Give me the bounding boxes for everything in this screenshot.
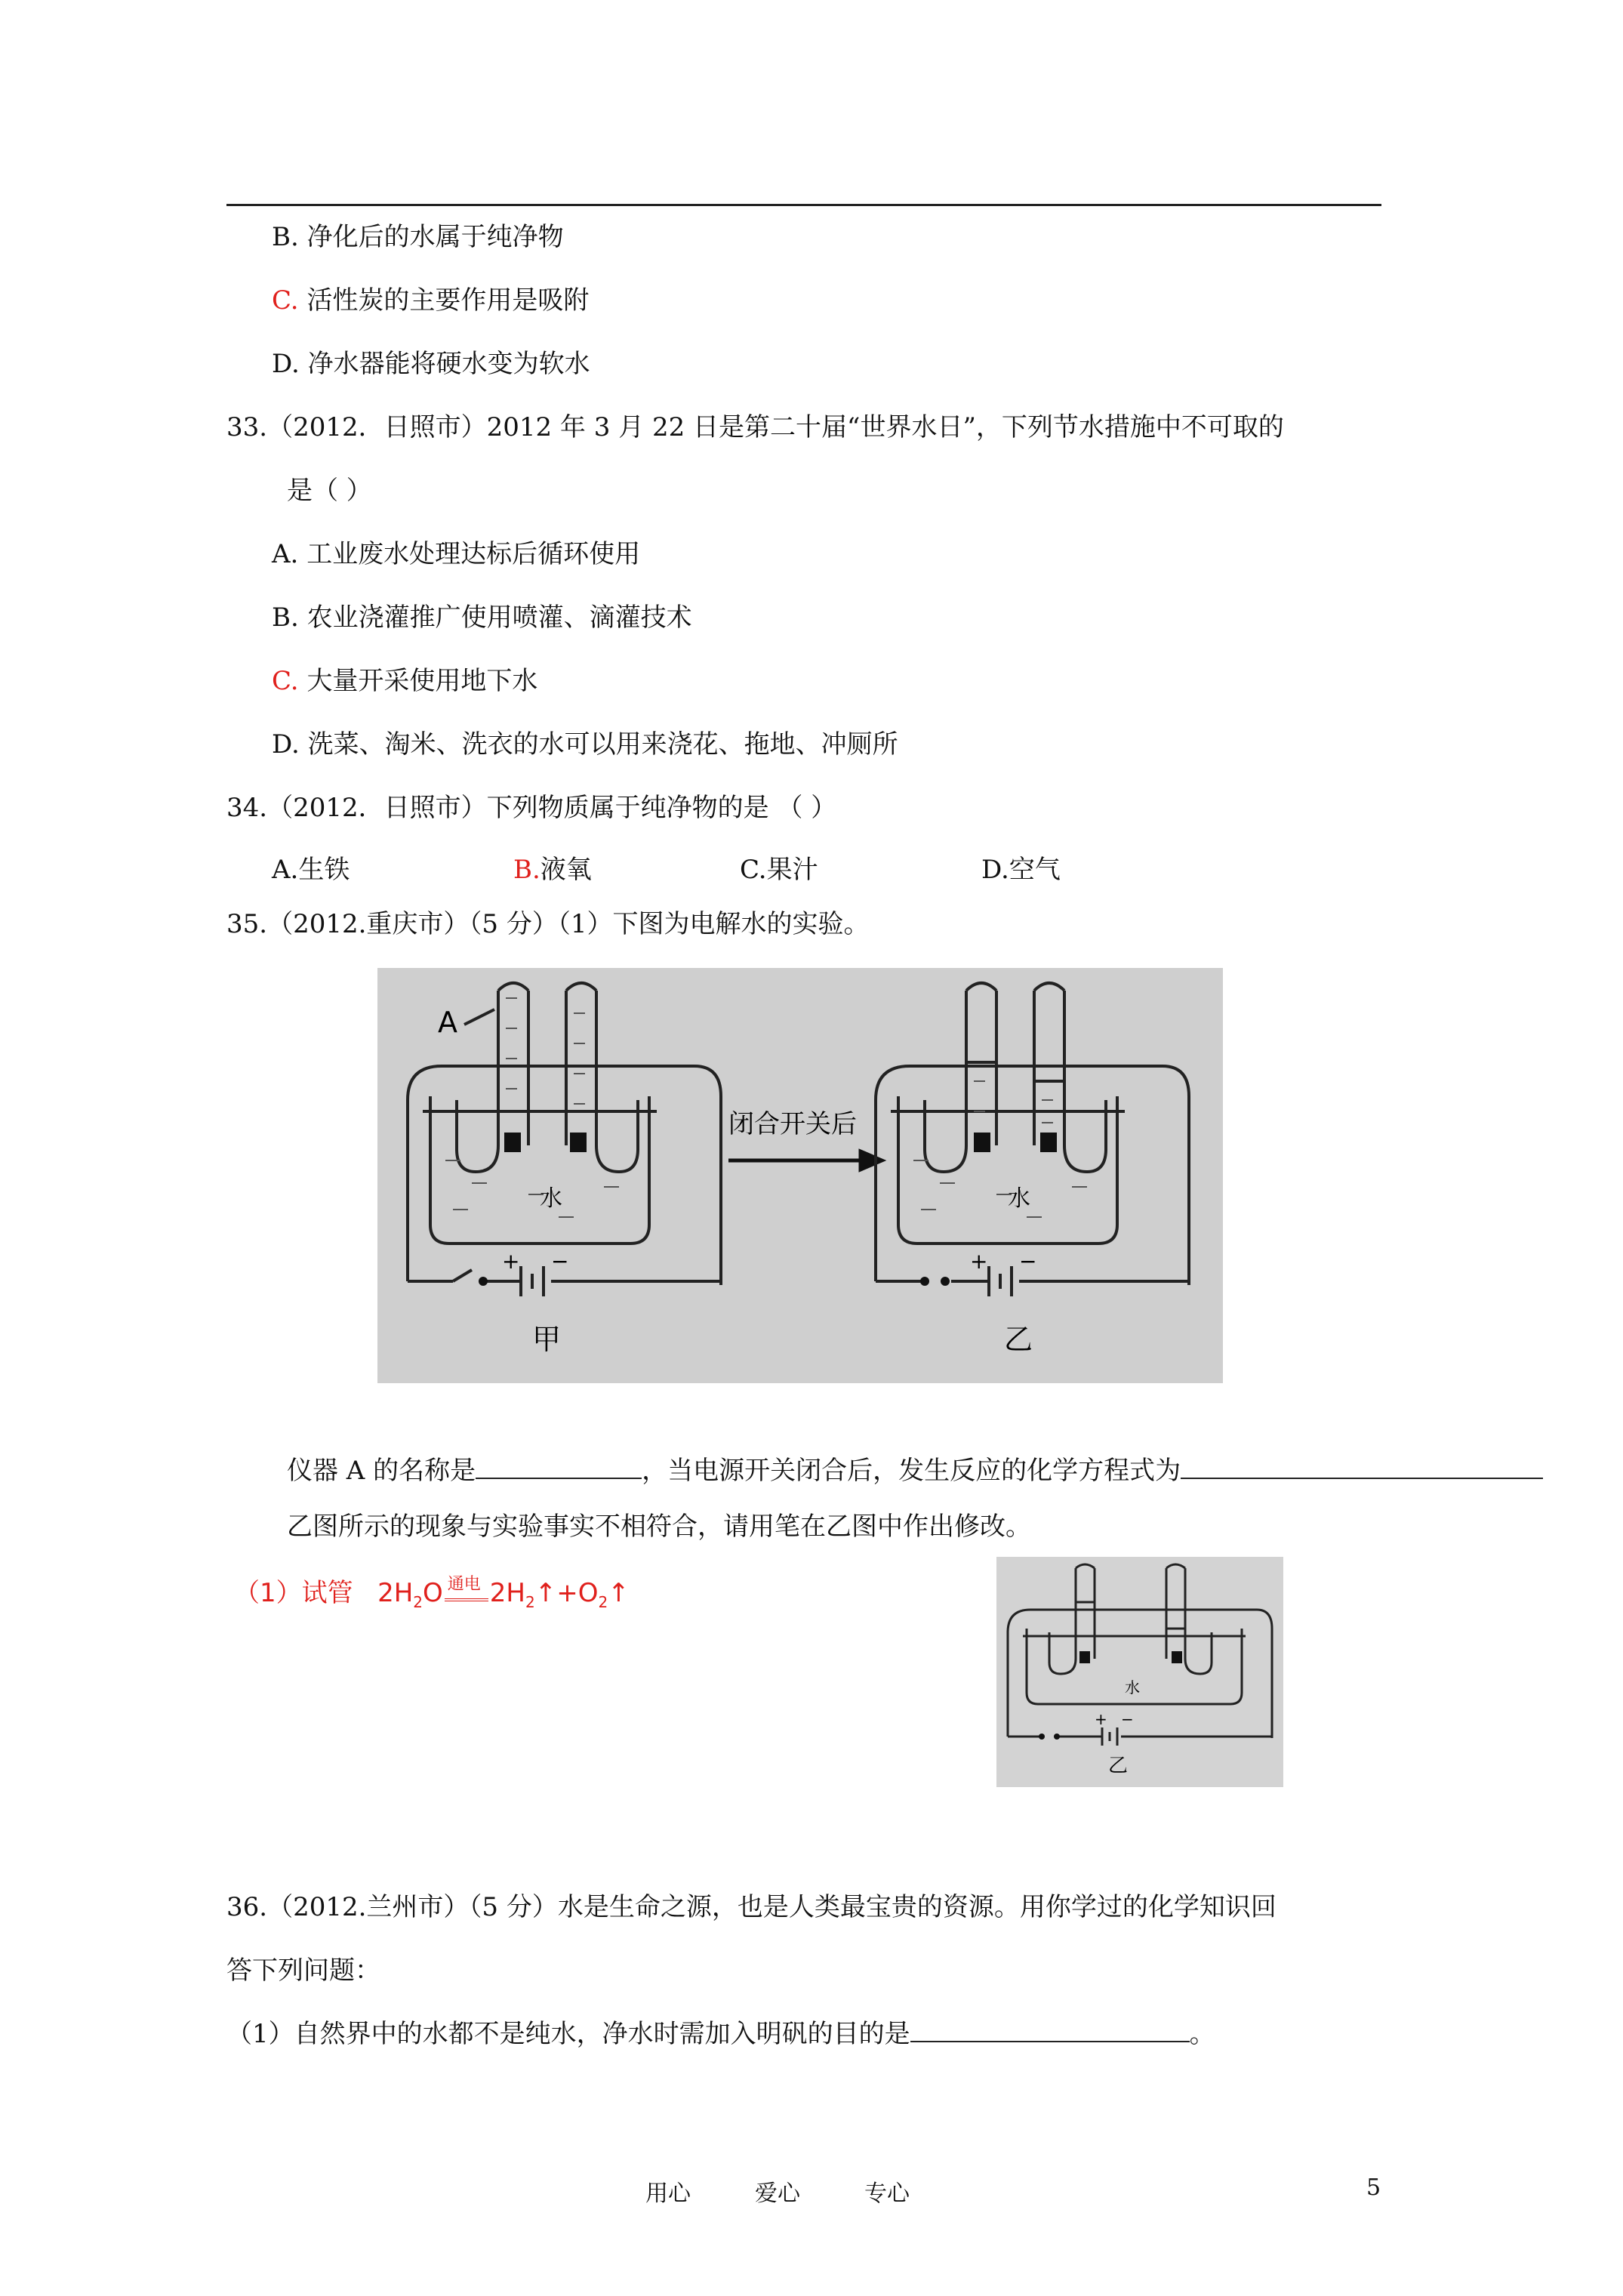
q32-option-d: D. 净水器能将硬水变为软水 [272,349,590,379]
header-rule [226,204,1381,206]
electrode-right-1 [974,1133,990,1152]
electrode-right-2 [1040,1133,1057,1152]
minus-left: − [551,1249,569,1274]
q35-question-line2: 乙图所示的现象与实验事实不相符合，请用笔在乙图中作出修改。 [287,1512,1031,1542]
q33-option-b: B. 农业浇灌推广使用喷灌、滴灌技术 [272,603,692,633]
electrode-left-1 [504,1133,521,1152]
q33-option-a: A. 工业废水处理达标后循环使用 [272,539,641,569]
footer-word-2: 爱心 [755,2180,800,2207]
q34-option-c: C.果汁 [740,855,818,885]
footer-word-1: 用心 [645,2180,691,2207]
q35-question-line1: 仪器 A 的名称是 ，当电源开关闭合后，发生反应的化学方程式为 [287,1454,1543,1487]
minus-right: − [1019,1249,1037,1274]
q33-stem-cont: 是（ ） [287,476,372,506]
electrolysis-figure [377,968,1223,1383]
q34-option-a: A.生铁 [272,855,350,885]
q34-stem: 34.（2012．日照市）下列物质属于纯净物的是 （ ） [226,793,837,823]
q36-part1: （1）自然界中的水都不是纯水，净水时需加入明矾的目的是 。 [226,2019,1215,2049]
answer-letter: C. [272,666,299,696]
tube-left-2 [596,991,638,1172]
water-label-left: 水 [540,1185,562,1212]
arrow-text: 闭合开关后 [728,1109,857,1139]
q36-stem: 36.（2012.兰州市）（5 分）水是生命之源，也是人类最宝贵的资源。用你学过的化学知识回 [226,1892,1277,1922]
plus-right: + [970,1249,988,1274]
label-a: A [438,1006,457,1039]
answer-letter: C. [272,285,299,316]
q35-stem: 35.（2012.重庆市）（5 分）（1）下图为电解水的实验。 [226,909,870,939]
plus-left: + [502,1249,520,1274]
reaction-condition: 通电 [445,1582,488,1601]
small-water-label: 水 [1125,1678,1140,1697]
q33-stem: 33.（2012．日照市）2012 年 3 月 22 日是第二十届“世界水日”，下列节水措施中不可取的 [226,412,1284,442]
q33-option-d: D. 洗菜、淘米、洗衣的水可以用来浇花、拖地、冲厕所 [272,729,898,760]
small-minus: − [1121,1710,1134,1728]
corrected-diagram [996,1557,1283,1787]
q32-option-c: C. 活性炭的主要作用是吸附 [272,285,590,316]
answer-letter: B. [513,855,540,885]
arrow-icon [728,1151,882,1170]
water-label-right: 水 [1008,1185,1030,1212]
answer-blank-3[interactable] [910,2018,1190,2042]
caption-yi: 乙 [1004,1323,1033,1356]
q36-stem-cont: 答下列问题： [226,1955,380,1986]
electrolysis-diagram [377,968,1223,1383]
q34-option-b: B.液氧 [513,855,592,885]
q32-option-b: B. 净化后的水属于纯净物 [272,222,564,252]
q34-option-d: D.空气 [981,855,1061,885]
small-plus: + [1095,1710,1107,1728]
caption-jia: 甲 [532,1323,562,1356]
small-caption-yi: 乙 [1108,1755,1129,1777]
trough-right [898,1096,1117,1244]
page-number: 5 [1366,2174,1381,2201]
footer-word-3: 专心 [864,2180,910,2207]
electrode-left-2 [570,1133,587,1152]
answer-blank-1[interactable] [476,1455,642,1479]
corrected-figure [996,1557,1283,1787]
q35-answer: （1）试管 $2H_2O$ 通电 $2H_2↑+O_2↑$ [234,1575,630,1611]
q33-option-c: C. 大量开采使用地下水 [272,666,538,696]
answer-blank-2[interactable] [1181,1455,1543,1479]
trough-left [430,1096,649,1244]
